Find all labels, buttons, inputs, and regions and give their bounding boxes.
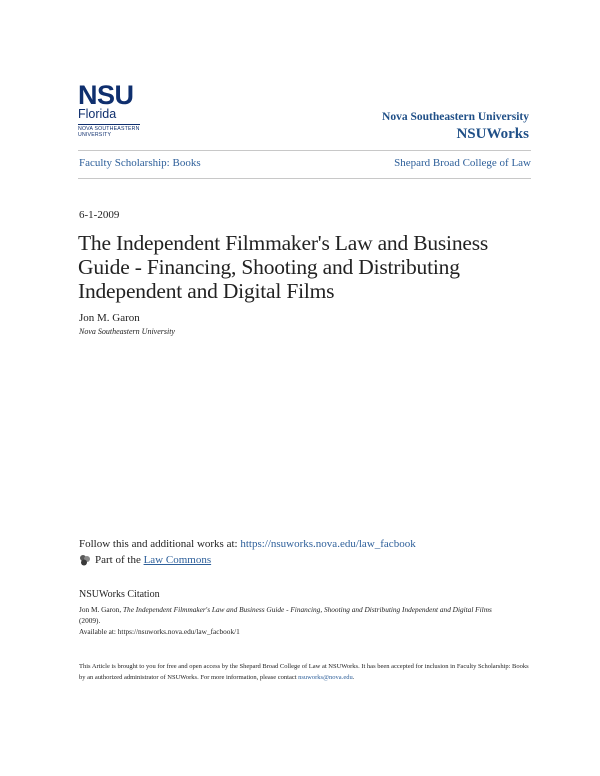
- top-divider: [78, 150, 531, 151]
- author-affiliation: Nova Southeastern University: [79, 327, 175, 336]
- notice-end: .: [352, 674, 355, 681]
- nsu-florida-logo: [78, 82, 148, 138]
- document-title: The Independent Filmmaker's Law and Business Guide - Financing, Shooting and Distributing Independent and Digital Films: [78, 231, 489, 303]
- part-of-label: Part of the: [95, 554, 141, 566]
- citation-available: Available at: https://nsuworks.nova.edu/law_facbook/1: [79, 627, 240, 636]
- citation-author: Jon M. Garon,: [79, 605, 122, 614]
- follow-line: [79, 538, 416, 550]
- citation-heading: NSUWorks Citation: [79, 589, 160, 600]
- brand-university: Nova Southeastern University: [382, 111, 529, 123]
- part-of-line: [79, 554, 211, 566]
- college-link[interactable]: Shepard Broad College of Law: [394, 157, 531, 169]
- author-name: Jon M. Garon: [79, 312, 140, 324]
- logo-divider: [78, 124, 140, 125]
- citation-text: [79, 604, 529, 637]
- follow-url-link[interactable]: https://nsuworks.nova.edu/law_facbook: [240, 538, 416, 550]
- logo-line-2: UNIVERSITY: [78, 132, 112, 138]
- law-commons-link[interactable]: Law Commons: [143, 554, 212, 566]
- nav-divider: [78, 178, 531, 179]
- publication-date: 6-1-2009: [79, 209, 120, 221]
- collection-link[interactable]: Faculty Scholarship: Books: [79, 157, 201, 169]
- commons-icon: [79, 554, 91, 566]
- follow-label: Follow this and additional works at:: [79, 538, 238, 550]
- brand-nsuworks[interactable]: NSUWorks: [456, 126, 529, 142]
- contact-email-link[interactable]: nsuworks@nova.edu: [298, 674, 353, 681]
- logo-florida-text: Florida: [78, 107, 117, 121]
- logo-line-1: NOVA SOUTHEASTERN: [78, 126, 140, 132]
- access-notice: [79, 661, 531, 683]
- logo-nsu-text: NSU: [78, 80, 134, 110]
- notice-text: This Article is brought to you for free and open access by the Shepard Broad College of Law at NSUWorks. It has been accepted for inclusion in Faculty Scholarship: Books by an authorized administrator of NSUWorks. For more information, please contact: [79, 663, 529, 681]
- citation-work: The Independent Filmmaker's Law and Business Guide - Financing, Shooting and Distributing Independent and Digital Films: [123, 605, 492, 614]
- citation-year: (2009).: [79, 616, 101, 625]
- repository-brand: [382, 110, 529, 143]
